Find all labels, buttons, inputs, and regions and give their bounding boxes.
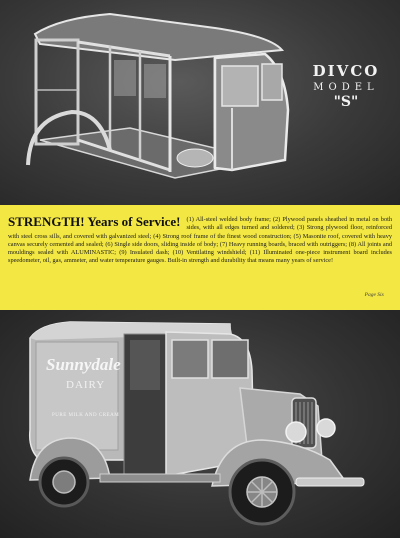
feature-text-band: [0, 205, 400, 310]
truck-logo-subtext: DAIRY: [66, 379, 106, 391]
brand-model-label: MODEL: [313, 82, 379, 93]
truck-logo-text: Sunnydale: [46, 355, 121, 374]
headline: STRENGTH! Years of Service!: [8, 214, 181, 229]
brand-logo: [306, 62, 386, 110]
truck-photo-panel: [0, 310, 400, 538]
truck-tagline-text: PURE MILK AND CREAM: [52, 413, 120, 418]
brand-model-letter: "S": [333, 94, 359, 110]
feature-list-text: (1) All-steel welded body frame; (2) Plywood panels sheathed in metal on both sides, with all edges turned and soldered; (3) Strong plywood floor, reinforced with steel cross sills, and covered with galvanized steel; (4) Strong roof frame of the finest wood construction; (5) Masonite roof, covered with heavy canvas securely cemented and sealed; (6) Single side doors, sliding inside of body; (7) Heavy running boards, braced with outriggers; (8) All joints and mouldings sealed with ALUMINASTIC; (9) Insulated dash; (10) Ventilating windshield; (11) Illuminated one-piece instrument board includes speedometer, oil, gas, ammeter, and water temperature gauges. Built-in strength and durability that means many years of service!: [8, 216, 392, 265]
feature-paragraph: [8, 216, 392, 266]
page-number: Page Six: [364, 292, 384, 298]
body-frame-photo-panel: [0, 0, 400, 205]
delivery-truck-illustration: [0, 310, 400, 538]
brand-name: DIVCO: [312, 62, 380, 80]
